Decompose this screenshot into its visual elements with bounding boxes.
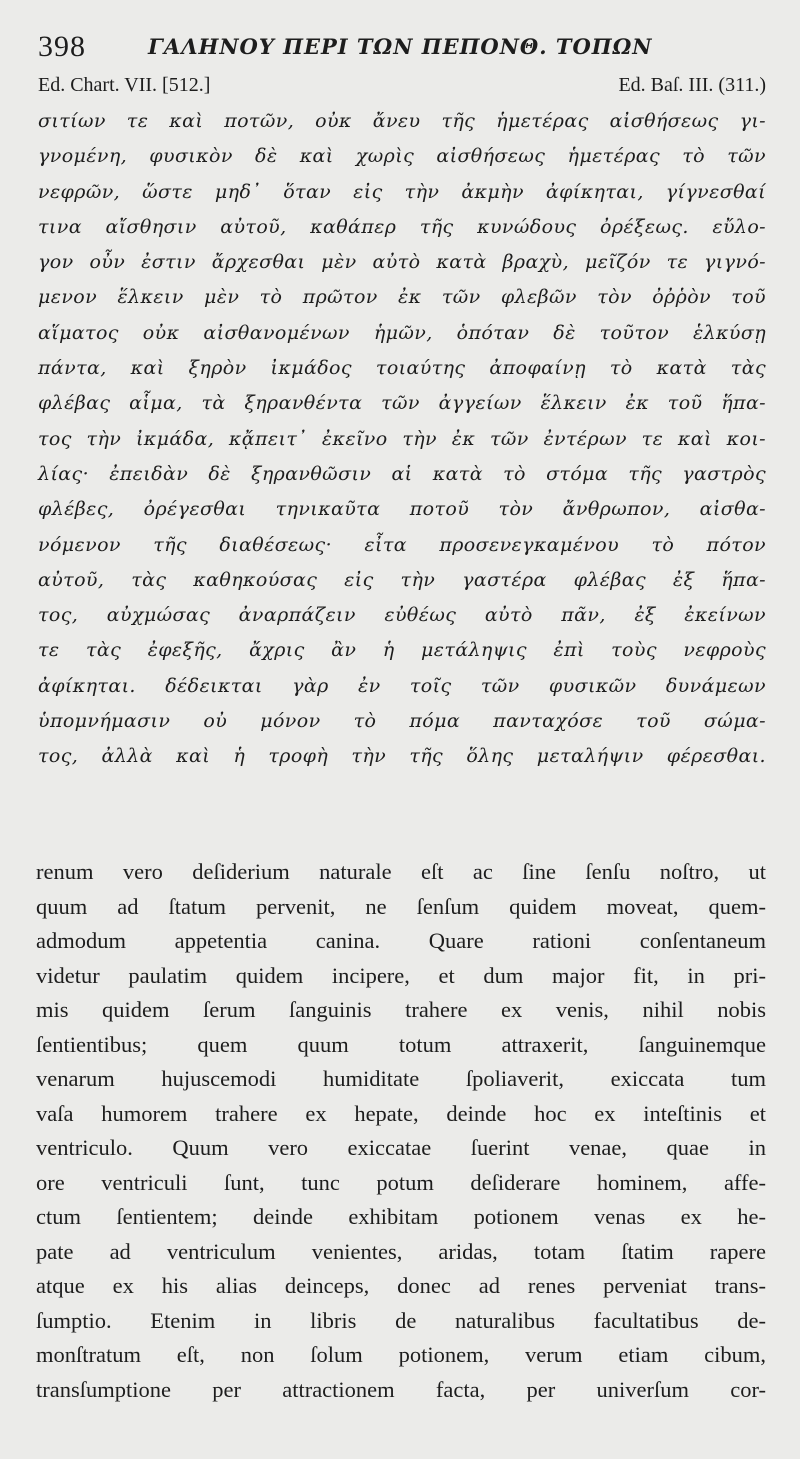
latin-text-line: ſumptio. Etenim in libris de naturalibus facultatibus de- <box>36 1307 766 1333</box>
edition-reference-chartier: Ed. Chart. VII. [512.] <box>38 74 211 96</box>
greek-text-line: τος, αὐχμώσας ἀναρπάζειν εὐθέως αὐτὸ πᾶν, ἐξ ἐκείνων <box>38 604 766 627</box>
edition-reference-basel: Ed. Baſ. III. (311.) <box>618 74 766 96</box>
greek-text-line: λίας· ἐπειδὰν δὲ ξηρανθῶσιν αἱ κατὰ τὸ στόμα τῆς γαστρὸς <box>38 462 766 485</box>
latin-text-line: renum vero deſiderium naturale eſt ac ſine ſenſu noſtro, ut <box>36 859 766 884</box>
latin-text-line: admodum appetentia canina. Quare rationi conſentaneum <box>36 928 766 953</box>
latin-text-line: pate ad ventriculum venientes, aridas, totam ſtatim rapere <box>36 1238 766 1264</box>
greek-text-line: ἀφίκηται. δέδεικται γὰρ ἐν τοῖς τῶν φυσικῶν δυνάμεων <box>38 674 766 697</box>
latin-text-line: videtur paulatim quidem incipere, et dum major fit, in pri- <box>36 962 766 988</box>
greek-text-line: φλέβες, ὀρέγεσθαι τηνικαῦτα ποτοῦ τὸν ἄνθρωπον, αἰσθα- <box>38 498 766 521</box>
latin-text-line: transſumptione per attractionem facta, per univerſum cor- <box>36 1376 766 1402</box>
greek-text-line: αὐτοῦ, τὰς καθηκούσας εἰς τὴν γαστέρα φλέβας ἐξ ἥπα- <box>38 568 766 591</box>
greek-text-line: τινα αἴσθησιν αὐτοῦ, καθάπερ τῆς κυνώδους ὀρέξεως. εὔλο- <box>38 215 766 238</box>
greek-text-line: γνομένη, φυσικὸν δὲ καὶ χωρὶς αἰσθήσεως ἡμετέρας τὸ τῶν <box>38 145 766 168</box>
greek-text-line: νεφρῶν, ὥστε μηδ᾽ ὅταν εἰς τὴν ἀκμὴν ἀφίκηται, γίγνεσθαί <box>38 180 766 203</box>
latin-text-line: mis quidem ſerum ſanguinis trahere ex venis, nihil nobis <box>36 997 766 1022</box>
latin-text-line: ctum ſentientem; deinde exhibitam potionem venas ex he- <box>36 1204 766 1229</box>
greek-text-line: τος, ἀλλὰ καὶ ἡ τροφὴ τὴν τῆς ὅλης μεταλήψιν φέρεσθαι. <box>38 745 766 768</box>
greek-text-line: γον οὖν ἐστιν ἄρχεσθαι μὲν αὐτὸ κατὰ βραχὺ, μεῖζόν τε γιγνό- <box>38 251 766 274</box>
greek-text-line: τε τὰς ἐφεξῆς, ἄχρις ἂν ἡ μετάληψις ἐπὶ τοὺς νεφροὺς <box>38 639 766 662</box>
latin-text-line: vaſa humorem trahere ex hepate, deinde hoc ex inteſtinis et <box>36 1100 766 1126</box>
latin-text-line: venarum hujuscemodi humiditate ſpoliaverit, exiccata tum <box>36 1066 766 1091</box>
greek-text-line: νόμενον τῆς διαθέσεως· εἶτα προσενεγκαμένου τὸ πότον <box>38 533 766 556</box>
page-number: 398 <box>38 30 86 63</box>
latin-text-line: atque ex his alias deinceps, donec ad renes perveniat trans- <box>36 1273 766 1298</box>
running-title: ΓΑΛΗΝΟΥ ΠΕΡΙ ΤΩΝ ΠΕΠΟΝΘ. ΤΟΠΩΝ <box>148 34 653 59</box>
latin-text-line: quum ad ſtatum pervenit, ne ſenſum quidem moveat, quem- <box>36 893 766 919</box>
greek-text-line: αἵματος οὐκ αἰσθανομένων ἡμῶν, ὁπόταν δὲ τοῦτον ἑλκύσῃ <box>38 321 766 344</box>
greek-text-line: μενον ἕλκειν μὲν τὸ πρῶτον ἐκ τῶν φλεβῶν τὸν ὀῤῥὸν τοῦ <box>38 286 766 309</box>
greek-text-line: φλέβας αἷμα, τὰ ξηρανθέντα τῶν ἀγγείων ἕλκειν ἐκ τοῦ ἥπα- <box>38 392 766 415</box>
greek-text-line: σιτίων τε καὶ ποτῶν, οὐκ ἄνευ τῆς ἡμετέρας αἰσθήσεως γι- <box>38 110 766 132</box>
latin-text-line: ventriculo. Quum vero exiccatae ſuerint venae, quae in <box>36 1135 766 1160</box>
edition-reference-line <box>38 74 766 102</box>
greek-text-line: πάντα, καὶ ξηρὸν ἰκμάδος τοιαύτης ἀποφαίνῃ τὸ κατὰ τὰς <box>38 357 766 380</box>
latin-text-line: ore ventriculi ſunt, tunc potum deſiderare hominem, affe- <box>36 1169 766 1195</box>
greek-text-line: τος τὴν ἰκμάδα, κᾄπειτ᾽ ἐκεῖνο τὴν ἐκ τῶν ἐντέρων τε καὶ κοι- <box>38 427 766 450</box>
running-head <box>38 30 758 68</box>
latin-text-block <box>36 855 766 1407</box>
latin-text-line: monſtratum eſt, non ſolum potionem, verum etiam cibum, <box>36 1342 766 1367</box>
greek-text-block <box>38 104 766 775</box>
latin-text-line: ſentientibus; quem quum totum attraxerit, ſanguinemque <box>36 1031 766 1057</box>
greek-text-line: ὑπομνήμασιν οὐ μόνον τὸ πόμα πανταχόσε τοῦ σώμα- <box>38 710 766 733</box>
